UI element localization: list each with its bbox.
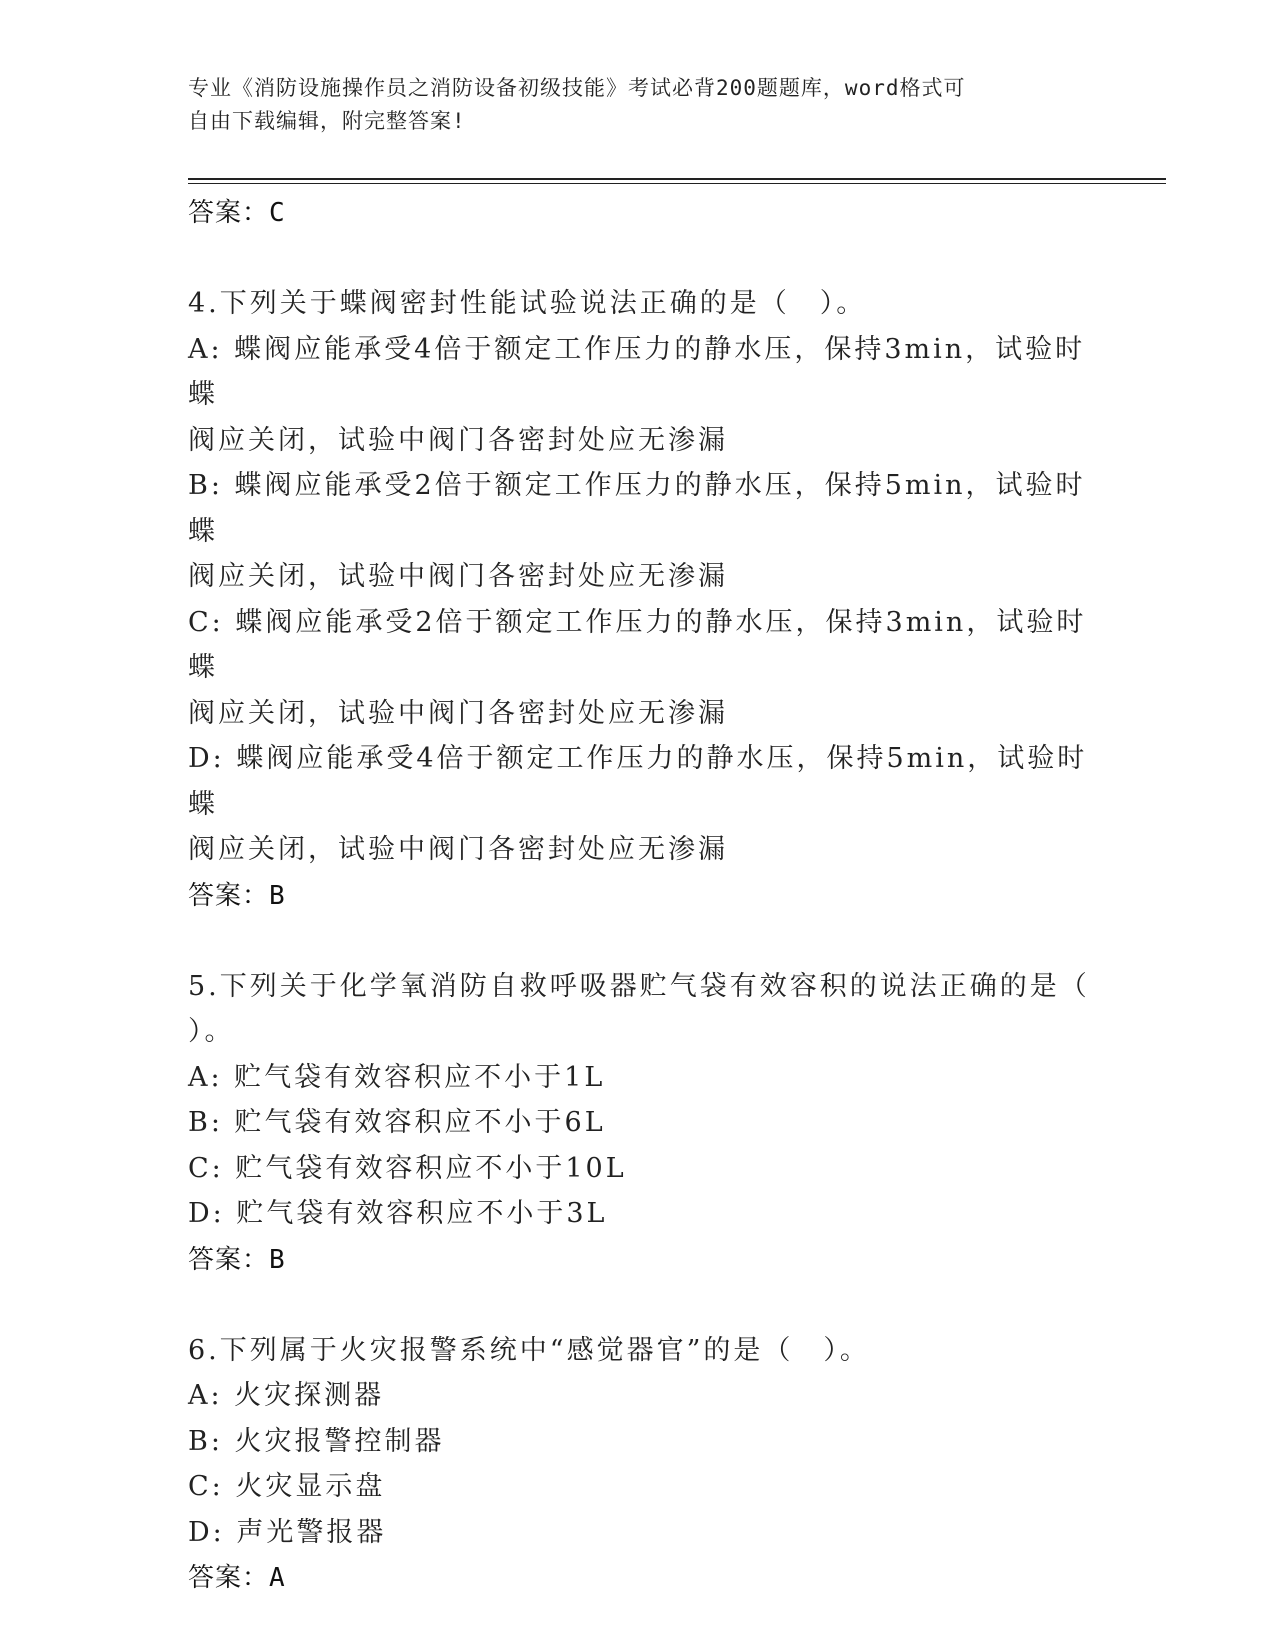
option-c: C: 火灾显示盘	[188, 1471, 386, 1502]
option-c: C: 贮气袋有效容积应不小于10L	[188, 1152, 627, 1184]
option-d: D: 声光警报器	[188, 1516, 387, 1548]
option-a-line-2: 阀应关闭，试验中阀门各密封处应无渗漏	[188, 424, 728, 456]
spacer	[188, 919, 1108, 964]
option-d-line-1: D: 蝶阀应能承受4倍于额定工作压力的静水压，保持5min，试验时蝶	[188, 743, 1088, 820]
option-b: B: 火灾报警控制器	[188, 1425, 445, 1457]
spacer	[188, 1283, 1108, 1328]
header-divider-thick	[188, 178, 1166, 180]
option-d: D: 贮气袋有效容积应不小于3L	[188, 1198, 608, 1229]
question-list	[188, 190, 1108, 1601]
spacer	[188, 236, 1108, 281]
header-title-line-2: 自由下载编辑，附完整答案!	[188, 109, 466, 133]
header-title-line-1: 专业《消防设施操作员之消防设备初级技能》考试必背200题题库，word格式可	[188, 76, 966, 100]
header-divider-thin	[188, 183, 1166, 184]
option-b-line-2: 阀应关闭，试验中阀门各密封处应无渗漏	[188, 561, 728, 592]
option-a-line-1: A: 蝶阀应能承受4倍于额定工作压力的静水压，保持3min，试验时蝶	[188, 333, 1086, 410]
document-header	[188, 72, 1088, 138]
option-a: A: 贮气袋有效容积应不小于1L	[188, 1061, 606, 1093]
question-stem-line-1: 5.下列关于化学氧消防自救呼吸器贮气袋有效容积的说法正确的是（	[188, 970, 1090, 1002]
option-b-line-1: B: 蝶阀应能承受2倍于额定工作压力的静水压，保持5min，试验时蝶	[188, 470, 1086, 547]
option-c-line-2: 阀应关闭，试验中阀门各密封处应无渗漏	[188, 697, 728, 729]
answer-prev-question: 答案：C	[188, 198, 286, 228]
answer-question-6: 答案：A	[188, 1563, 286, 1593]
question-4	[188, 281, 1108, 873]
answer-question-4: 答案：B	[188, 880, 286, 911]
question-6	[188, 1328, 1108, 1556]
answer-question-5: 答案：B	[188, 1244, 286, 1275]
question-stem: 4.下列关于蝶阀密封性能试验说法正确的是（ ）。	[188, 288, 867, 319]
option-b: B: 贮气袋有效容积应不小于6L	[188, 1107, 606, 1138]
question-stem-line-2: ）。	[188, 1016, 235, 1047]
option-c-line-1: C: 蝶阀应能承受2倍于额定工作压力的静水压，保持3min，试验时蝶	[188, 606, 1087, 683]
question-5	[188, 964, 1108, 1237]
option-a: A: 火灾探测器	[188, 1380, 385, 1411]
question-stem: 6.下列属于火灾报警系统中“感觉器官”的是（ ）。	[188, 1334, 870, 1366]
option-d-line-2: 阀应关闭，试验中阀门各密封处应无渗漏	[188, 834, 728, 865]
